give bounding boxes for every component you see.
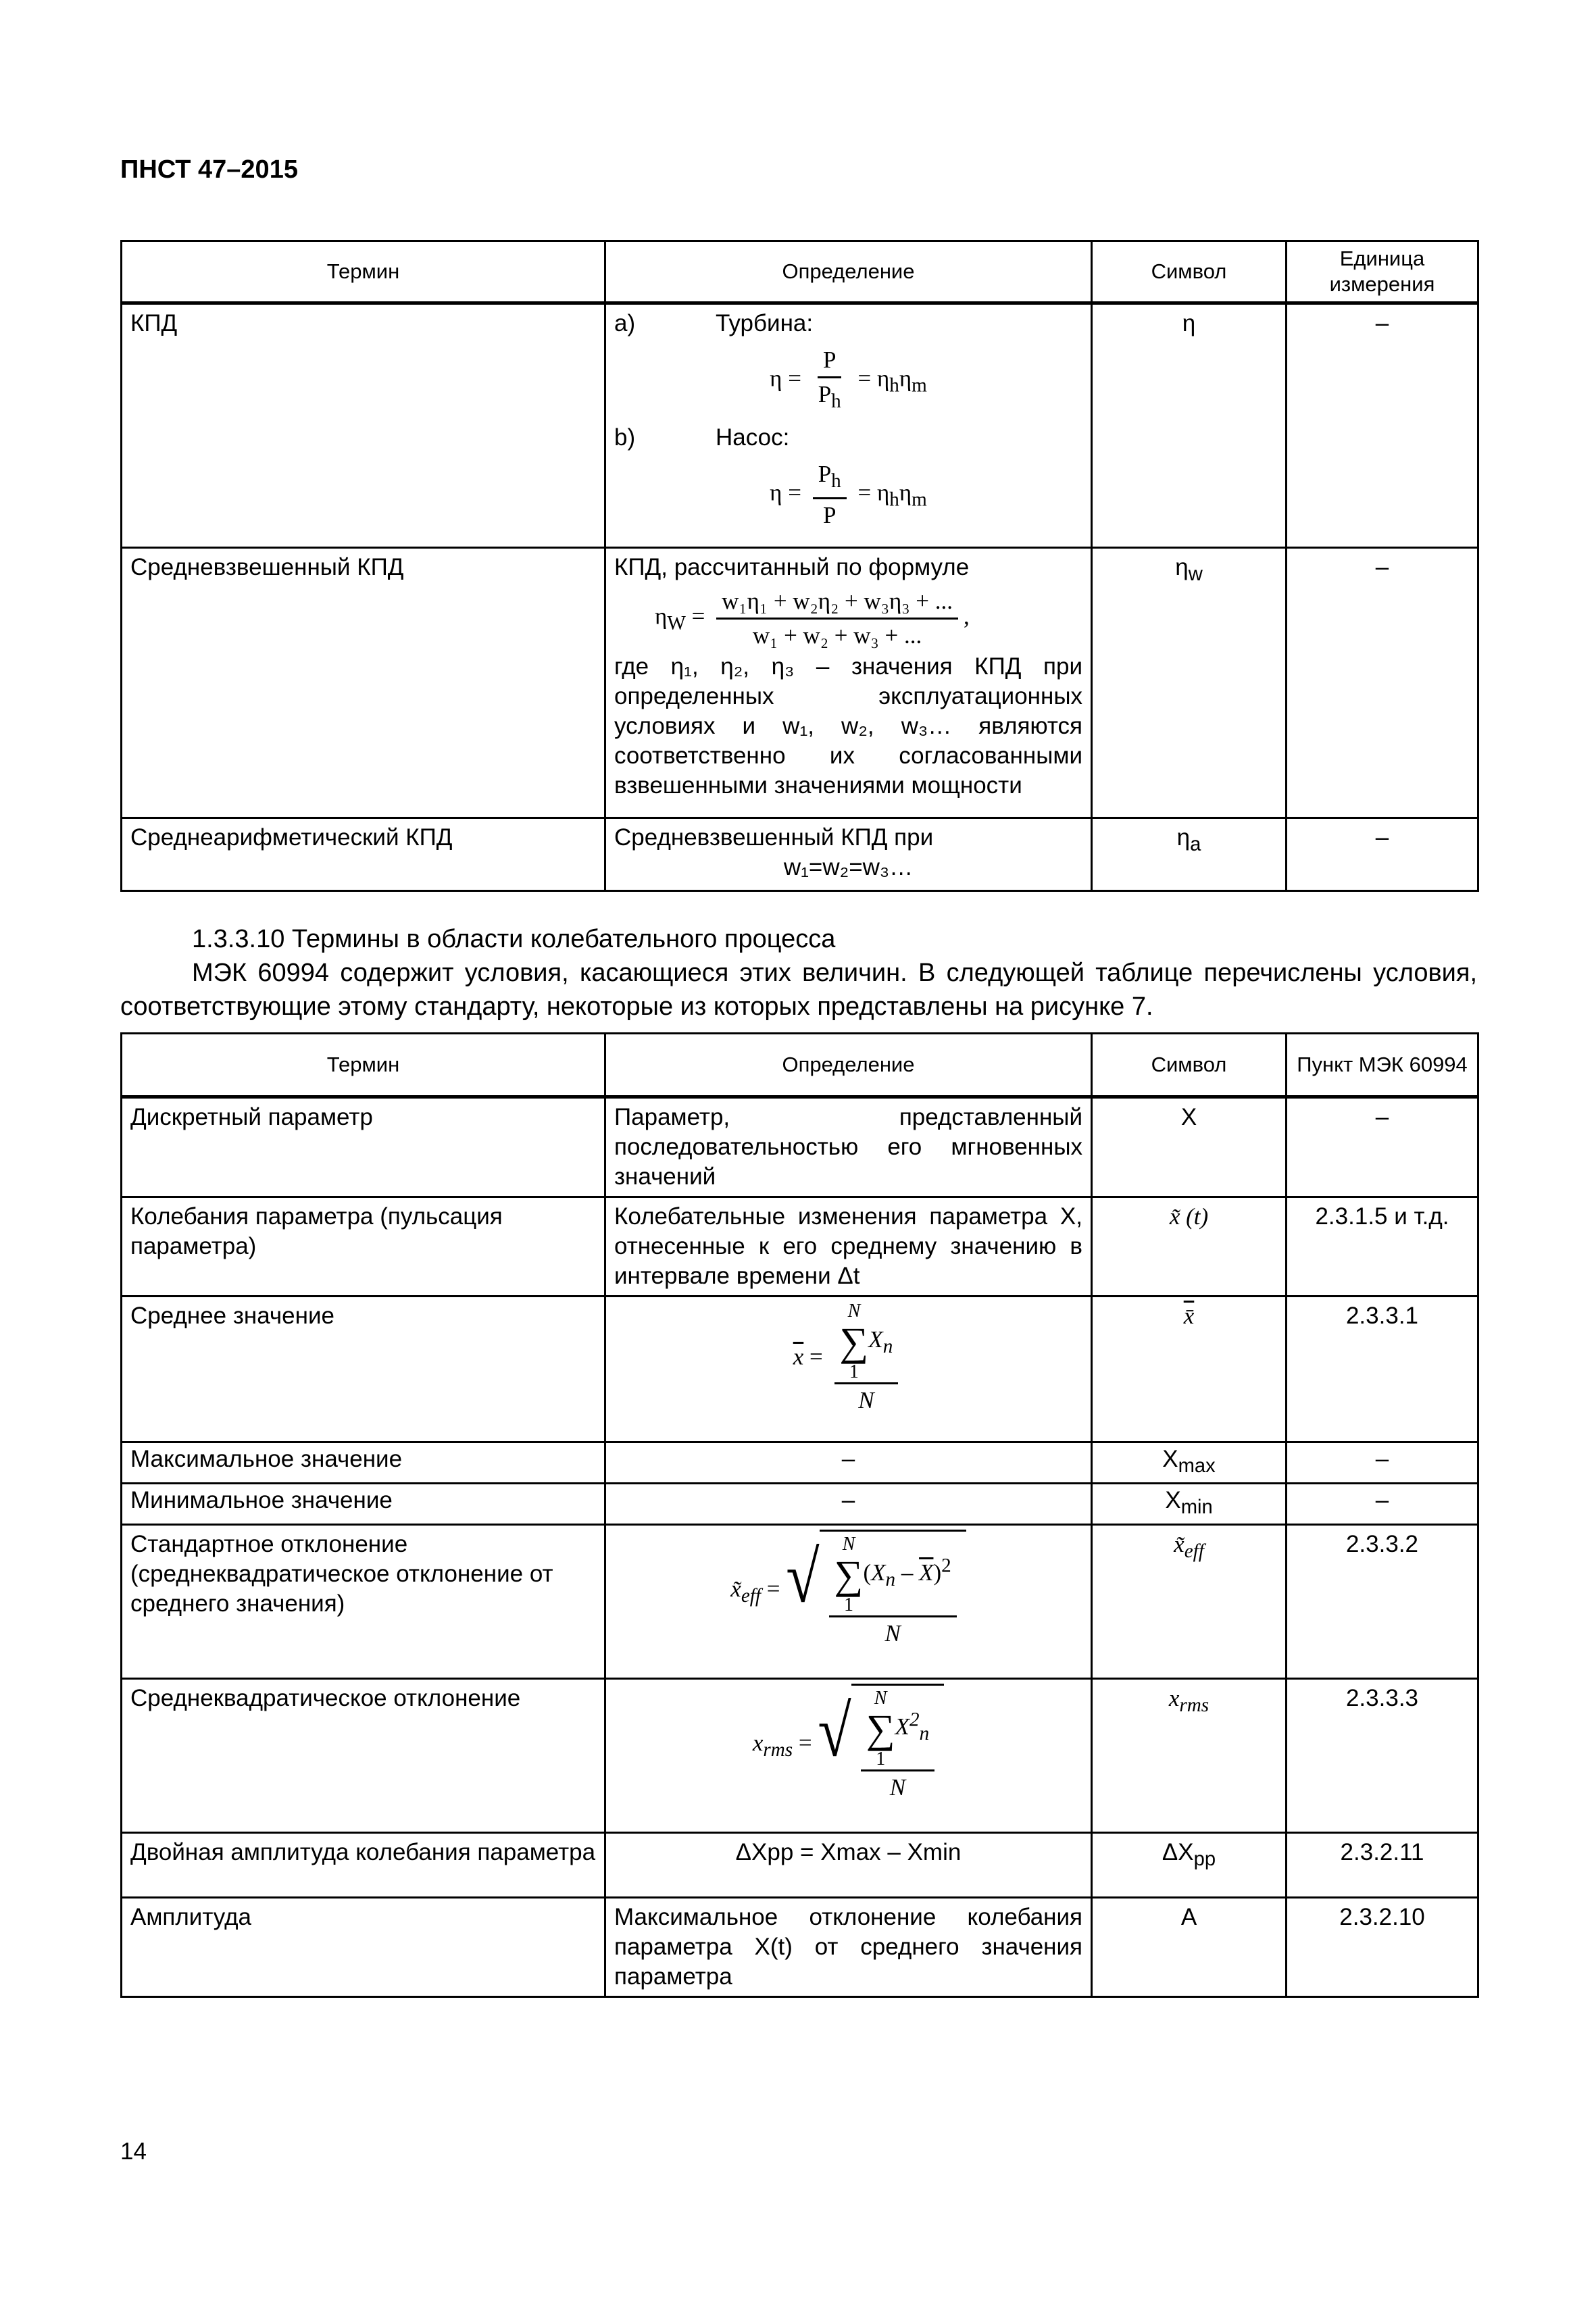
symbol-cell: [1092, 548, 1287, 818]
efficiency-table: [120, 240, 1479, 892]
clause-cell: 2.3.3.1: [1287, 1297, 1478, 1442]
term-cell: Среднеарифметический КПД: [122, 818, 605, 891]
document-header: ПНСТ 47–2015: [120, 155, 298, 184]
item-text: Турбина:: [716, 310, 814, 336]
unit-cell: –: [1287, 303, 1478, 548]
header-symbol: Символ: [1092, 1034, 1287, 1097]
item-label: b): [614, 424, 636, 451]
clause-cell: –: [1287, 1097, 1478, 1197]
definition-cell: [605, 303, 1092, 548]
page-number: 14: [120, 2138, 147, 2165]
definition-text: где η₁, η₂, η₃ – значения КПД при определенных эксплуатационных условиях и w₁, w₂, w₃… являются соответственно их согласованными взвешенными значениями мощности: [614, 653, 1082, 799]
symbol-text: η: [1175, 554, 1189, 580]
table-row: [122, 1679, 1478, 1833]
symbol-cell: [1092, 1484, 1287, 1525]
header-clause: Пункт МЭК 60994: [1287, 1034, 1478, 1097]
symbol-text: η: [1176, 824, 1191, 851]
symbol-cell: [1092, 1525, 1287, 1679]
table-row: [122, 818, 1478, 891]
table-row: [122, 1297, 1478, 1442]
turbine-formula: η = $\frac{P}{P_h}$ = $\eta_h\eta_m$: [614, 344, 1082, 418]
definition-cell: Максимальное отклонение колебания параметра X(t) от среднего значения параметра: [605, 1898, 1092, 1997]
symbol-text: ΔX: [1162, 1839, 1194, 1865]
symbol-sub: pp: [1193, 1848, 1216, 1870]
clause-cell: 2.3.2.11: [1287, 1833, 1478, 1898]
clause-cell: –: [1287, 1484, 1478, 1525]
clause-cell: 2.3.3.2: [1287, 1525, 1478, 1679]
clause-cell: 2.3.2.10: [1287, 1898, 1478, 1997]
symbol-sub: min: [1180, 1496, 1213, 1518]
term-cell: КПД: [122, 303, 605, 548]
symbol-sub: eff: [1184, 1540, 1204, 1562]
table-row: [122, 1197, 1478, 1297]
symbol-cell: [1092, 1442, 1287, 1484]
definition-cell: [605, 818, 1092, 891]
formula-denominator: w₁ + w₂ + w₃ + ...: [752, 622, 922, 649]
formula-lhs: η: [655, 603, 668, 630]
header-symbol: Символ: [1092, 241, 1287, 303]
term-cell: Среднее значение: [122, 1297, 605, 1442]
section-title: 1.3.3.10 Термины в области колебательного процесса: [192, 925, 836, 953]
symbol-text: x̃: [1174, 1531, 1184, 1557]
item-text: Насос:: [716, 424, 790, 451]
pump-formula: η = $\frac{P_h}{P}$ = $\eta_h\eta_m$: [614, 458, 1082, 532]
clause-cell: 2.3.1.5 и т.д.: [1287, 1197, 1478, 1297]
symbol-sub: w: [1188, 563, 1203, 585]
item-label: a): [614, 310, 636, 336]
section-text: [120, 922, 1477, 1024]
formula-comma: ,: [964, 603, 970, 630]
symbol-cell: η: [1092, 303, 1287, 548]
table-row: [122, 1525, 1478, 1679]
header-term: Термин: [122, 241, 605, 303]
rms-formula: $x_{rms}$ = √ N ∑ 1 $X^2_n$ N: [605, 1679, 1092, 1833]
symbol-sub: a: [1190, 834, 1201, 855]
table-row: [122, 1097, 1478, 1197]
term-cell: Среднеквадратическое отклонение: [122, 1679, 605, 1833]
symbol-text: X: [1162, 1446, 1178, 1472]
table-row: [122, 1442, 1478, 1484]
unit-cell: –: [1287, 548, 1478, 818]
formula-lhs-sub: W: [667, 612, 686, 634]
symbol-sub: rms: [1179, 1694, 1210, 1716]
weighted-formula: $\eta_W$ = $\frac{\text{w₁η₁ + w₂η₂ + w₃η₃ + ...}}{\text{w₁ + w₂ + w₃ + ...}}$ ,: [655, 585, 1082, 652]
term-cell: Колебания параметра (пульсация параметра): [122, 1197, 605, 1297]
term-cell: Амплитуда: [122, 1898, 605, 1997]
definition-cell: Колебательные изменения параметра X, отнесенные к его среднему значению в интервале времени Δt: [605, 1197, 1092, 1297]
oscillation-table: [120, 1032, 1479, 1998]
symbol-cell: [1092, 818, 1287, 891]
definition-cell: Параметр, представленный последовательностью его мгновенных значений: [605, 1097, 1092, 1197]
term-cell: Двойная амплитуда колебания параметра: [122, 1833, 605, 1898]
header-definition: Определение: [605, 241, 1092, 303]
term-cell: Максимальное значение: [122, 1442, 605, 1484]
header-unit: Единица измерения: [1287, 241, 1478, 303]
definition-cell: [605, 548, 1092, 818]
table-row: [122, 303, 1478, 548]
table-row: [122, 548, 1478, 818]
symbol-text: x̄: [1183, 1303, 1195, 1329]
definition-cell: –: [605, 1484, 1092, 1525]
section-paragraph: МЭК 60994 содержит условия, касающиеся этих величин. В следующей таблице перечислены условия, соответствующие этому стандарту, некоторые из которых представлены на рисунке 7.: [120, 959, 1477, 1021]
term-cell: Стандартное отклонение (среднеквадратическое отклонение от среднего значения): [122, 1525, 605, 1679]
symbol-sub: max: [1178, 1455, 1216, 1477]
symbol-cell: [1092, 1679, 1287, 1833]
definition-cell: –: [605, 1442, 1092, 1484]
definition-line: w₁=w₂=w₃…: [783, 854, 914, 880]
clause-cell: –: [1287, 1442, 1478, 1484]
std-deviation-formula: $x̃_{eff}$ = √ N ∑ 1 $(X_n - \overline{X})^2$ N: [605, 1525, 1092, 1679]
definition-line: Средневзвешенный КПД при: [614, 824, 934, 851]
clause-cell: 2.3.3.3: [1287, 1679, 1478, 1833]
unit-cell: –: [1287, 818, 1478, 891]
definition-cell: ΔXpp = Xmax – Xmin: [605, 1833, 1092, 1898]
term-cell: Дискретный параметр: [122, 1097, 605, 1197]
symbol-cell: X: [1092, 1097, 1287, 1197]
symbol-cell: [1092, 1297, 1287, 1442]
symbol-text: X: [1165, 1487, 1181, 1513]
term-cell: Минимальное значение: [122, 1484, 605, 1525]
symbol-cell: A: [1092, 1898, 1287, 1997]
symbol-cell: x̃ (t): [1092, 1197, 1287, 1297]
header-term: Термин: [122, 1034, 605, 1097]
formula-numerator: w₁η₁ + w₂η₂ + w₃η₃ + ...: [716, 585, 958, 620]
symbol-text: x: [1168, 1685, 1180, 1711]
symbol-cell: [1092, 1833, 1287, 1898]
term-cell: Средневзвешенный КПД: [122, 548, 605, 818]
definition-intro: КПД, рассчитанный по формуле: [614, 554, 970, 580]
header-definition: Определение: [605, 1034, 1092, 1097]
table-row: [122, 1898, 1478, 1997]
table-row: [122, 1833, 1478, 1898]
mean-formula: $\overline{x}$ = N ∑ 1 $X_n$ N: [605, 1297, 1092, 1442]
